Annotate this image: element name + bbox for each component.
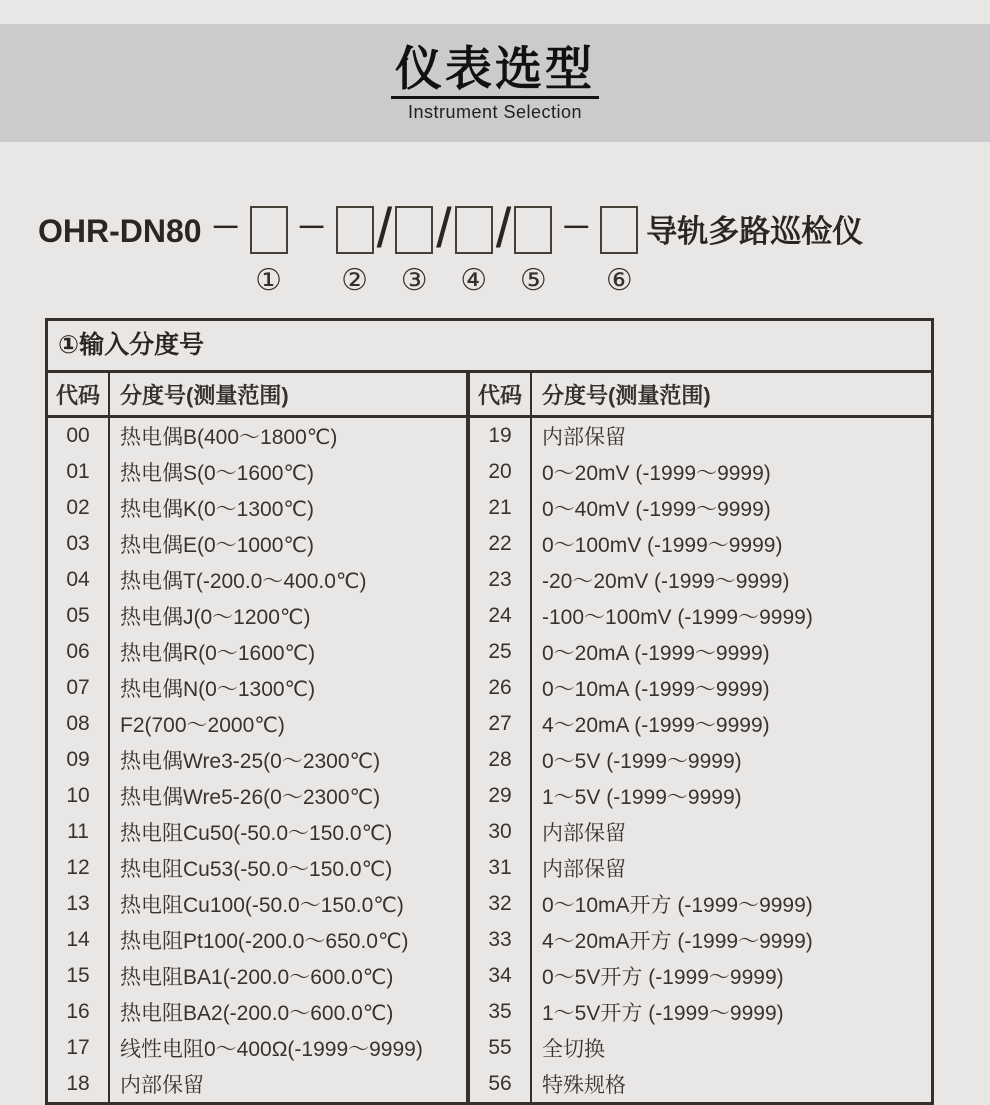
table-row — [48, 778, 466, 814]
right-header-row — [470, 373, 931, 418]
table-row — [470, 886, 931, 922]
input-graduation-table — [45, 318, 934, 1105]
table-row — [48, 562, 466, 598]
desc-cell: 0～10mA (-1999～9999) — [542, 678, 770, 701]
desc-cell: 内部保留 — [542, 858, 626, 881]
table-row — [470, 958, 931, 994]
code-box-5 — [514, 206, 552, 254]
position-label-6: ⑥ — [605, 264, 633, 297]
desc-cell: -20～20mV (-1999～9999) — [542, 570, 790, 593]
desc-cell: 热电偶N(0～1300℃) — [120, 678, 316, 701]
desc-cell: 1～5V开方 (-1999～9999) — [542, 1002, 784, 1025]
code-cell: 27 — [470, 706, 532, 742]
code-cell: 15 — [48, 958, 110, 994]
desc-cell: 内部保留 — [120, 1074, 204, 1097]
left-header-desc: 分度号(测量范围) — [120, 382, 289, 408]
code-cell: 09 — [48, 742, 110, 778]
model-slot-2 — [336, 206, 374, 296]
code-cell: 13 — [48, 886, 110, 922]
code-box-2 — [336, 206, 374, 254]
table-row — [48, 742, 466, 778]
desc-cell: 热电偶J(0～1200℃) — [120, 606, 311, 629]
code-box-1 — [250, 206, 288, 254]
right-header-code: 代码 — [470, 373, 532, 415]
table-row — [470, 418, 931, 454]
separator-dash: － — [561, 212, 592, 245]
table-columns — [48, 373, 931, 1102]
code-cell: 23 — [470, 562, 532, 598]
page-subtitle: Instrument Selection — [407, 101, 583, 122]
code-cell: 35 — [470, 994, 532, 1030]
model-prefix: OHR-DN80 — [38, 213, 202, 249]
table-row — [470, 562, 931, 598]
code-cell: 16 — [48, 994, 110, 1030]
table-row — [48, 634, 466, 670]
desc-cell: 4～20mA (-1999～9999) — [542, 714, 770, 737]
table-row — [470, 1030, 931, 1066]
table-left-half — [48, 373, 468, 1102]
code-cell: 30 — [470, 814, 532, 850]
desc-cell: 4～20mA开方 (-1999～9999) — [542, 930, 813, 953]
table-row — [48, 922, 466, 958]
code-cell: 26 — [470, 670, 532, 706]
code-cell: 10 — [48, 778, 110, 814]
model-slot-6 — [600, 206, 638, 296]
position-label-2: ② — [341, 264, 369, 297]
table-row — [470, 634, 931, 670]
table-row — [48, 526, 466, 562]
model-slot-1 — [250, 206, 288, 296]
table-row — [470, 994, 931, 1030]
code-box-6 — [600, 206, 638, 254]
desc-cell: 热电偶Wre3-25(0～2300℃) — [120, 750, 381, 773]
desc-cell: 0～40mV (-1999～9999) — [542, 498, 771, 521]
code-box-3 — [395, 206, 433, 254]
separator-dash: － — [210, 212, 241, 245]
table-row — [48, 1030, 466, 1066]
desc-cell: 热电阻BA1(-200.0～600.0℃) — [120, 966, 394, 989]
table-row — [48, 670, 466, 706]
table-row — [48, 994, 466, 1030]
desc-cell: 0～20mV (-1999～9999) — [542, 462, 771, 485]
desc-cell: 热电阻Cu50(-50.0～150.0℃) — [120, 822, 393, 845]
code-cell: 01 — [48, 454, 110, 490]
position-label-5: ⑤ — [519, 264, 547, 297]
code-cell: 17 — [48, 1030, 110, 1066]
desc-cell: 线性电阻0～400Ω(-1999～9999) — [120, 1038, 423, 1061]
table-row — [48, 418, 466, 454]
model-code-row — [38, 196, 988, 297]
table-row — [48, 598, 466, 634]
right-rows — [470, 418, 931, 1102]
desc-cell: 热电偶K(0～1300℃) — [120, 498, 314, 521]
table-row — [470, 598, 931, 634]
table-row — [48, 706, 466, 742]
code-cell: 20 — [470, 454, 532, 490]
model-slot-5 — [514, 206, 552, 296]
code-cell: 04 — [48, 562, 110, 598]
model-slot-3 — [395, 206, 433, 296]
code-cell: 32 — [470, 886, 532, 922]
code-cell: 12 — [48, 850, 110, 886]
separator-slash: / — [495, 196, 512, 259]
code-cell: 34 — [470, 958, 532, 994]
code-cell: 11 — [48, 814, 110, 850]
table-row — [470, 1066, 931, 1102]
desc-cell: 热电偶B(400～1800℃) — [120, 426, 338, 449]
table-title: ①输入分度号 — [48, 321, 931, 373]
table-row — [48, 958, 466, 994]
table-row — [470, 526, 931, 562]
code-cell: 31 — [470, 850, 532, 886]
code-cell: 18 — [48, 1066, 110, 1102]
left-header-code: 代码 — [48, 373, 110, 415]
position-label-3: ③ — [400, 264, 428, 297]
right-header-desc: 分度号(测量范围) — [542, 382, 711, 408]
code-cell: 24 — [470, 598, 532, 634]
table-row — [470, 814, 931, 850]
code-cell: 33 — [470, 922, 532, 958]
code-cell: 22 — [470, 526, 532, 562]
desc-cell: 热电偶T(-200.0～400.0℃) — [120, 570, 367, 593]
code-cell: 07 — [48, 670, 110, 706]
desc-cell: 热电偶R(0～1600℃) — [120, 642, 316, 665]
desc-cell: F2(700～2000℃) — [120, 714, 285, 737]
table-right-half — [468, 373, 931, 1102]
desc-cell: 热电偶S(0～1600℃) — [120, 462, 314, 485]
table-row — [48, 490, 466, 526]
table-row — [48, 814, 466, 850]
code-box-4 — [455, 206, 493, 254]
code-cell: 55 — [470, 1030, 532, 1066]
desc-cell: 全切换 — [542, 1038, 605, 1061]
separator-dash: － — [296, 212, 327, 245]
desc-cell: 0～20mA (-1999～9999) — [542, 642, 770, 665]
desc-cell: -100～100mV (-1999～9999) — [542, 606, 813, 629]
position-label-1: ① — [255, 264, 283, 297]
desc-cell: 0～100mV (-1999～9999) — [542, 534, 783, 557]
desc-cell: 0～10mA开方 (-1999～9999) — [542, 894, 813, 917]
table-row — [470, 922, 931, 958]
code-cell: 21 — [470, 490, 532, 526]
model-suffix: 导轨多路巡检仪 — [646, 214, 864, 249]
table-row — [470, 742, 931, 778]
table-row — [470, 778, 931, 814]
desc-cell: 特殊规格 — [542, 1074, 626, 1097]
separator-slash: / — [376, 196, 393, 259]
table-row — [470, 670, 931, 706]
desc-cell: 热电偶Wre5-26(0～2300℃) — [120, 786, 381, 809]
code-cell: 08 — [48, 706, 110, 742]
desc-cell: 热电偶E(0～1000℃) — [120, 534, 314, 557]
code-cell: 19 — [470, 418, 532, 454]
code-cell: 05 — [48, 598, 110, 634]
table-row — [470, 490, 931, 526]
code-cell: 02 — [48, 490, 110, 526]
table-row — [470, 850, 931, 886]
table-row — [470, 454, 931, 490]
table-row — [48, 886, 466, 922]
desc-cell: 0～5V开方 (-1999～9999) — [542, 966, 784, 989]
desc-cell: 热电阻Cu100(-50.0～150.0℃) — [120, 894, 404, 917]
code-cell: 14 — [48, 922, 110, 958]
position-label-4: ④ — [460, 264, 488, 297]
code-cell: 56 — [470, 1066, 532, 1102]
code-cell: 28 — [470, 742, 532, 778]
code-cell: 00 — [48, 418, 110, 454]
desc-cell: 热电阻Cu53(-50.0～150.0℃) — [120, 858, 393, 881]
separator-slash: / — [436, 196, 452, 259]
page-banner — [0, 24, 990, 142]
model-slot-4 — [455, 206, 493, 296]
page-title: 仪表选型 — [391, 43, 599, 99]
table-row — [470, 706, 931, 742]
code-cell: 03 — [48, 526, 110, 562]
left-rows — [48, 418, 466, 1102]
desc-cell: 内部保留 — [542, 426, 626, 449]
model-code-section — [38, 196, 988, 297]
desc-cell: 热电阻BA2(-200.0～600.0℃) — [120, 1002, 394, 1025]
table-row — [48, 1066, 466, 1102]
left-header-row — [48, 373, 466, 418]
desc-cell: 内部保留 — [542, 822, 626, 845]
table-row — [48, 454, 466, 490]
table-row — [48, 850, 466, 886]
code-cell: 25 — [470, 634, 532, 670]
desc-cell: 1～5V (-1999～9999) — [542, 786, 742, 809]
code-cell: 06 — [48, 634, 110, 670]
code-cell: 29 — [470, 778, 532, 814]
desc-cell: 热电阻Pt100(-200.0～650.0℃) — [120, 930, 409, 953]
desc-cell: 0～5V (-1999～9999) — [542, 750, 742, 773]
